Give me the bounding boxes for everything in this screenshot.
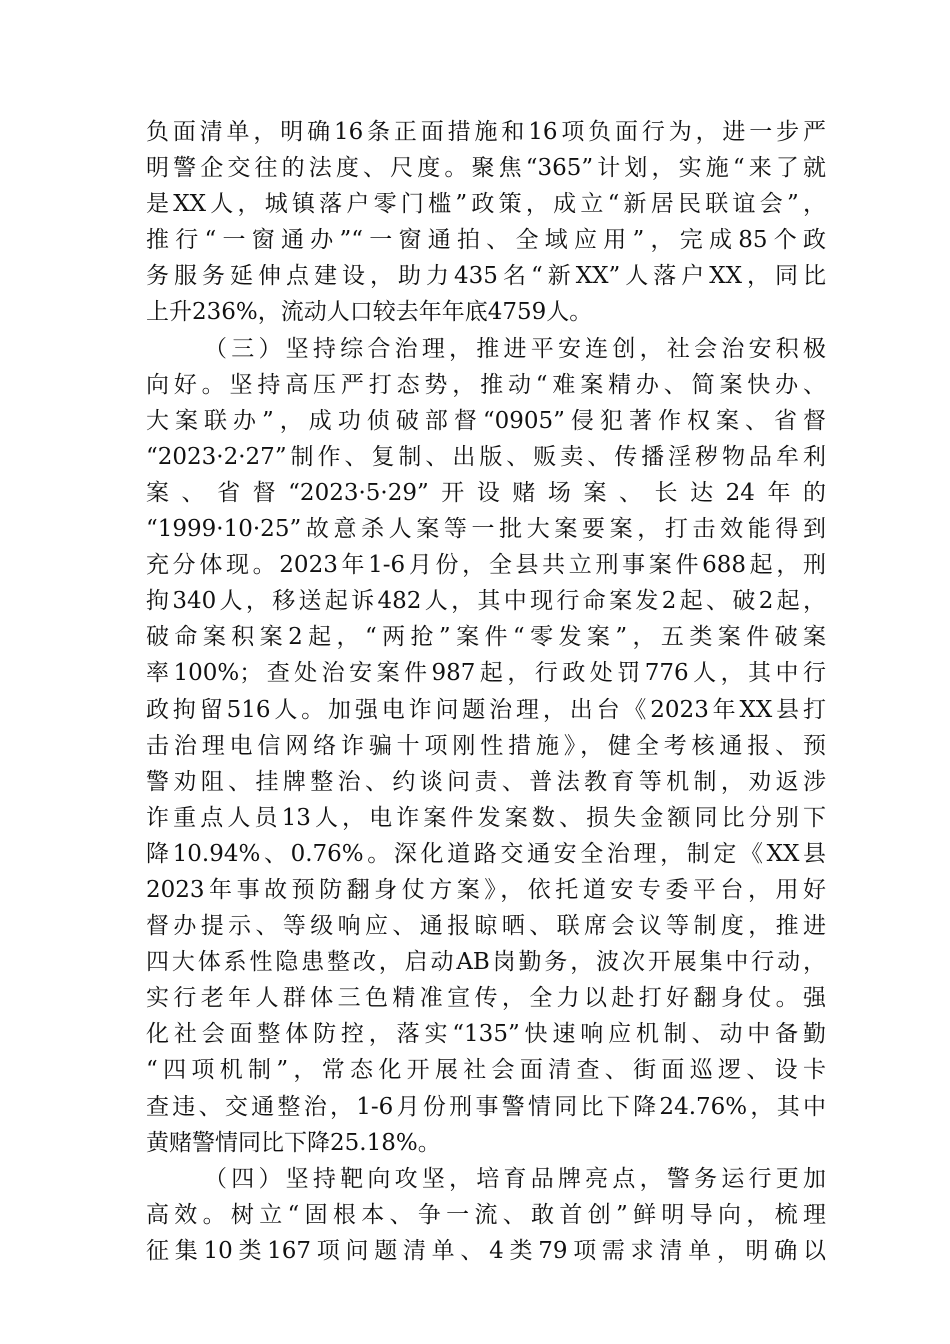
text-line: 警劝阻、挂牌整治、约谈问责、普法教育等机制，劝返涉: [146, 768, 826, 795]
text-line: 大案联办”，成功侦破部督“0905”侵犯著作权案、省督: [146, 407, 826, 434]
text-line: 2023年事故预防翻身仗方案》，依托道安专委平台，用好: [146, 876, 826, 903]
text-line: 实行老年人群体三色精准宣传，全力以赴打好翻身仗。强: [146, 985, 826, 1012]
text-line: 降10.94%、0.76%。深化道路交通安全治理，制定《XX县: [146, 840, 826, 867]
text-line: 推行“一窗通办”“一窗通拍、全域应用”，完成85个政: [146, 227, 826, 254]
text-line: 击治理电信网络诈骗十项刚性措施》，健全考核通报、预: [146, 732, 826, 759]
text-line: 负面清单，明确16条正面措施和16项负面行为，进一步严: [146, 119, 826, 145]
text-line: 化社会面整体防控，落实“135”快速响应机制、动中备勤: [146, 1021, 826, 1048]
text-line: 黄赌警情同比下降25.18%。: [146, 1129, 441, 1156]
text-line: 上升236%，流动人口较去年年底4759人。: [146, 299, 593, 326]
text-line: 务服务延伸点建设，助力435名“新XX”人落户XX，同比: [146, 263, 826, 290]
text-line: 高效。树立“固根本、争一流、敢首创”鲜明导向，梳理: [146, 1201, 826, 1228]
text-line: 破命案积案2起，“两抢”案件“零发案”，五类案件破案: [146, 624, 826, 651]
text-line: 查违、交通整治，1-6月份刑事警情同比下降24.76%，其中: [146, 1093, 826, 1120]
text-line: “2023·2·27”制作、复制、出版、贩卖、传播淫秽物品牟利: [146, 443, 826, 470]
text-line: 督办提示、等级响应、通报晾晒、联席会议等制度，推进: [146, 913, 826, 940]
text-line: “1999·10·25”故意杀人案等一批大案要案，打击效能得到: [146, 516, 826, 543]
text-line: 征集10类167项问题清单、4类79项需求清单，明确以: [146, 1237, 826, 1264]
body-text: [146, 114, 826, 1269]
section-heading-line: （三）坚持综合治理，推进平安连创，社会治安积极: [204, 335, 826, 362]
text-line: 是XX人，城镇落户零门槛”政策，成立“新居民联谊会”，: [146, 191, 826, 218]
text-line: 率100%；查处治安案件987起，行政处罚776人，其中行: [146, 660, 826, 687]
text-line: 诈重点人员13人，电诈案件发案数、损失金额同比分别下: [146, 804, 826, 831]
text-line: 明警企交往的法度、尺度。聚焦“365”计划，实施“来了就: [146, 155, 826, 182]
text-line: 案、省督“2023·5·29”开设赌场案、长达24年的: [146, 479, 826, 506]
section-heading-line: （四）坚持靶向攻坚，培育品牌亮点，警务运行更加: [204, 1165, 826, 1192]
text-line: 拘340人，移送起诉482人，其中现行命案发2起、破2起，: [146, 588, 826, 615]
text-line: “四项机制”，常态化开展社会面清查、街面巡逻、设卡: [146, 1057, 826, 1084]
text-line: 向好。坚持高压严打态势，推动“难案精办、简案快办、: [146, 371, 826, 398]
text-line: 政拘留516人。加强电诈问题治理，出台《2023年XX县打: [146, 696, 826, 723]
text-line: 充分体现。2023年1-6月份，全县共立刑事案件688起，刑: [146, 552, 826, 579]
text-line: 四大体系性隐患整改，启动AB岗勤务，波次开展集中行动，: [146, 949, 826, 976]
